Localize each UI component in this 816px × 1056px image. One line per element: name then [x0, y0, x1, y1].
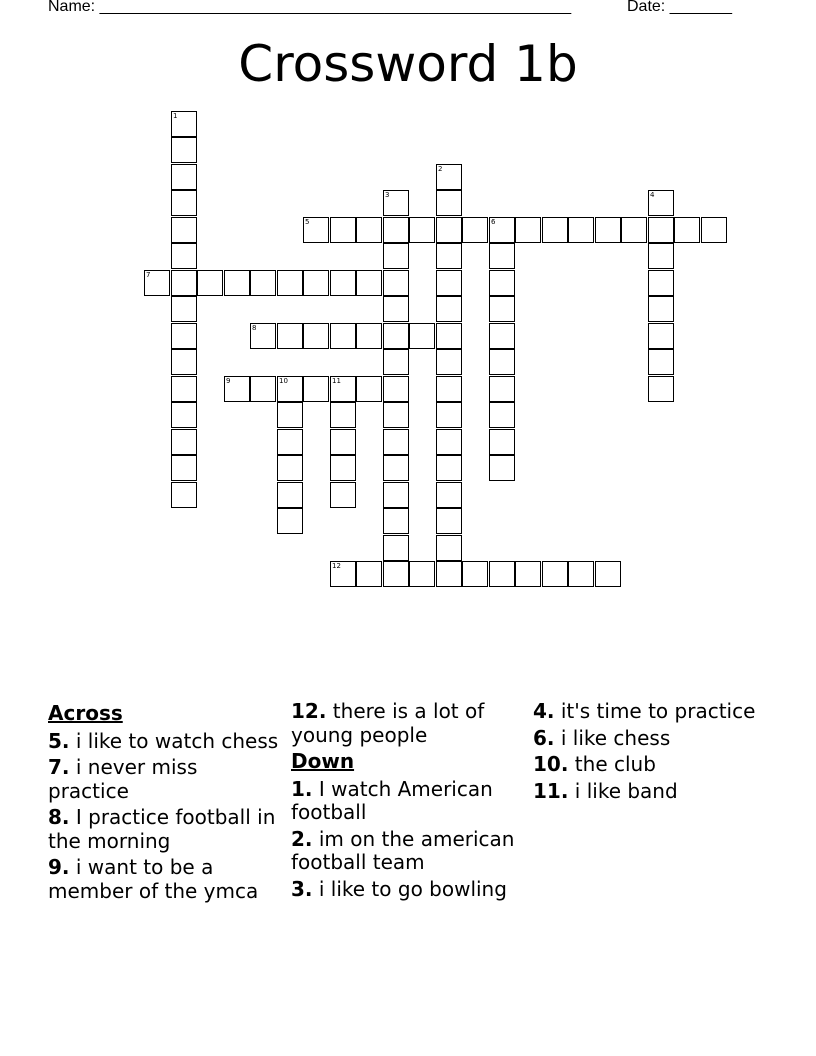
grid-cell[interactable] — [277, 376, 303, 402]
grid-cell[interactable] — [330, 270, 356, 296]
grid-cell[interactable] — [648, 270, 674, 296]
grid-cell[interactable] — [436, 376, 462, 402]
grid-cell[interactable] — [648, 376, 674, 402]
grid-cell[interactable] — [436, 455, 462, 481]
grid-cell[interactable] — [489, 296, 515, 322]
grid-cell[interactable] — [515, 217, 541, 243]
grid-cell[interactable] — [383, 349, 409, 375]
grid-cell[interactable] — [436, 323, 462, 349]
clue-number: 10 — [279, 377, 288, 385]
grid-cell[interactable] — [383, 535, 409, 561]
clue-number: 5 — [305, 218, 310, 226]
clue-number: 3 — [385, 191, 390, 199]
grid-cell[interactable] — [303, 376, 329, 402]
grid-cell[interactable] — [489, 429, 515, 455]
grid-cell[interactable] — [171, 243, 197, 269]
grid-cell[interactable] — [648, 349, 674, 375]
clue-down-10: 10. the club — [533, 752, 656, 776]
grid-cell[interactable] — [277, 455, 303, 481]
grid-cell[interactable] — [171, 111, 197, 137]
grid-cell[interactable] — [489, 243, 515, 269]
grid-cell[interactable] — [436, 535, 462, 561]
grid-cell[interactable] — [648, 190, 674, 216]
grid-cell[interactable] — [409, 561, 435, 587]
clues-column-3 — [533, 700, 765, 806]
grid-cell[interactable] — [330, 429, 356, 455]
grid-cell[interactable] — [277, 323, 303, 349]
grid-cell[interactable] — [171, 402, 197, 428]
grid-cell[interactable] — [489, 217, 515, 243]
clues-column-1 — [48, 700, 280, 906]
clue-number: 1 — [173, 112, 178, 120]
grid-cell[interactable] — [436, 561, 462, 587]
grid-cell[interactable] — [489, 323, 515, 349]
grid-cell[interactable] — [648, 243, 674, 269]
grid-cell[interactable] — [330, 455, 356, 481]
grid-cell[interactable] — [171, 137, 197, 163]
grid-cell[interactable] — [330, 482, 356, 508]
grid-cell[interactable] — [277, 429, 303, 455]
clue-number: 4 — [650, 191, 655, 199]
name-field[interactable]: Name: _____________________________________________________ — [48, 0, 572, 15]
grid-cell[interactable] — [542, 561, 568, 587]
grid-cell[interactable] — [595, 561, 621, 587]
grid-cell[interactable] — [515, 561, 541, 587]
grid-cell[interactable] — [436, 482, 462, 508]
grid-cell[interactable] — [409, 323, 435, 349]
grid-cell[interactable] — [436, 429, 462, 455]
grid-cell[interactable] — [171, 429, 197, 455]
grid-cell[interactable] — [489, 270, 515, 296]
grid-cell[interactable] — [383, 296, 409, 322]
grid-cell[interactable] — [277, 482, 303, 508]
grid-cell[interactable] — [383, 217, 409, 243]
grid-cell[interactable] — [330, 561, 356, 587]
clue-number: 9 — [226, 377, 231, 385]
clue-down-4: 4. it's time to practice — [533, 699, 756, 723]
clue-number: 7 — [146, 271, 151, 279]
grid-cell[interactable] — [171, 455, 197, 481]
grid-cell[interactable] — [144, 270, 170, 296]
grid-cell[interactable] — [436, 296, 462, 322]
grid-cell[interactable] — [701, 217, 727, 243]
clue-down-6: 6. i like chess — [533, 725, 671, 750]
clue-number: 8 — [252, 324, 257, 332]
date-field[interactable]: Date: _______ — [627, 0, 732, 15]
grid-cell[interactable] — [224, 376, 250, 402]
clue-down-1: 1. I watch American football — [291, 776, 493, 824]
grid-cell[interactable] — [330, 323, 356, 349]
clue-number: 6 — [491, 218, 496, 226]
grid-cell[interactable] — [171, 349, 197, 375]
grid-cell[interactable] — [356, 323, 382, 349]
grid-cell[interactable] — [436, 402, 462, 428]
clue-number: 12 — [332, 562, 341, 570]
grid-cell[interactable] — [489, 376, 515, 402]
grid-cell[interactable] — [489, 455, 515, 481]
grid-cell[interactable] — [171, 482, 197, 508]
clue-across-9: 9. i want to be a member of the ymca — [48, 855, 259, 903]
grid-cell[interactable] — [595, 217, 621, 243]
grid-cell[interactable] — [542, 217, 568, 243]
grid-cell[interactable] — [436, 349, 462, 375]
grid-cell[interactable] — [171, 376, 197, 402]
grid-cell[interactable] — [383, 482, 409, 508]
clue-number: 2 — [438, 165, 443, 173]
clue-down-2: 2. im on the american football team — [291, 826, 515, 874]
grid-cell[interactable] — [674, 217, 700, 243]
grid-cell[interactable] — [356, 561, 382, 587]
grid-cell[interactable] — [568, 217, 594, 243]
grid-cell[interactable] — [383, 561, 409, 587]
clue-across-7: 7. i never miss practice — [48, 755, 198, 803]
grid-cell[interactable] — [171, 270, 197, 296]
grid-cell[interactable] — [489, 561, 515, 587]
grid-cell[interactable] — [383, 402, 409, 428]
grid-cell[interactable] — [277, 508, 303, 534]
grid-cell[interactable] — [171, 323, 197, 349]
grid-cell[interactable] — [171, 164, 197, 190]
grid-cell[interactable] — [303, 270, 329, 296]
grid-cell[interactable] — [383, 243, 409, 269]
down-heading: Down — [291, 749, 355, 773]
grid-cell[interactable] — [436, 190, 462, 216]
grid-cell[interactable] — [330, 217, 356, 243]
grid-cell[interactable] — [383, 270, 409, 296]
grid-cell[interactable] — [383, 508, 409, 534]
grid-cell[interactable] — [383, 429, 409, 455]
grid-cell[interactable] — [303, 217, 329, 243]
grid-cell[interactable] — [171, 296, 197, 322]
grid-cell[interactable] — [383, 455, 409, 481]
grid-cell[interactable] — [250, 376, 276, 402]
clue-down-11: 11. i like band — [533, 778, 678, 803]
clue-across-5: 5. i like to watch chess — [48, 728, 279, 753]
grid-cell[interactable] — [224, 270, 250, 296]
grid-cell[interactable] — [356, 217, 382, 243]
grid-cell[interactable] — [648, 323, 674, 349]
grid-cell[interactable] — [277, 270, 303, 296]
grid-cell[interactable] — [356, 270, 382, 296]
grid-cell[interactable] — [356, 376, 382, 402]
grid-cell[interactable] — [462, 217, 488, 243]
grid-cell[interactable] — [489, 349, 515, 375]
grid-cell[interactable] — [383, 376, 409, 402]
grid-cell[interactable] — [436, 217, 462, 243]
grid-cell[interactable] — [250, 270, 276, 296]
clue-down-3: 3. i like to go bowling — [291, 876, 507, 901]
grid-cell[interactable] — [330, 402, 356, 428]
grid-cell[interactable] — [383, 190, 409, 216]
grid-cell[interactable] — [330, 376, 356, 402]
clues-column-2 — [291, 700, 523, 904]
clue-across-8: 8. I practice football in the morning — [48, 805, 276, 853]
grid-cell[interactable] — [489, 402, 515, 428]
grid-cell[interactable] — [171, 190, 197, 216]
grid-cell[interactable] — [383, 323, 409, 349]
clue-across-12: 12. there is a lot of young people — [291, 699, 485, 747]
clue-number: 11 — [332, 377, 341, 385]
grid-cell[interactable] — [648, 296, 674, 322]
grid-cell[interactable] — [436, 270, 462, 296]
grid-cell[interactable] — [648, 217, 674, 243]
page-title: Crossword 1b — [238, 35, 578, 93]
grid-cell[interactable] — [250, 323, 276, 349]
across-heading: Across — [48, 701, 123, 725]
grid-cell[interactable] — [436, 243, 462, 269]
grid-cell[interactable] — [277, 402, 303, 428]
grid-cell[interactable] — [436, 508, 462, 534]
grid-cell[interactable] — [171, 217, 197, 243]
grid-cell[interactable] — [197, 270, 223, 296]
grid-cell[interactable] — [462, 561, 488, 587]
grid-cell[interactable] — [436, 164, 462, 190]
grid-cell[interactable] — [568, 561, 594, 587]
grid-cell[interactable] — [303, 323, 329, 349]
grid-cell[interactable] — [409, 217, 435, 243]
grid-cell[interactable] — [621, 217, 647, 243]
